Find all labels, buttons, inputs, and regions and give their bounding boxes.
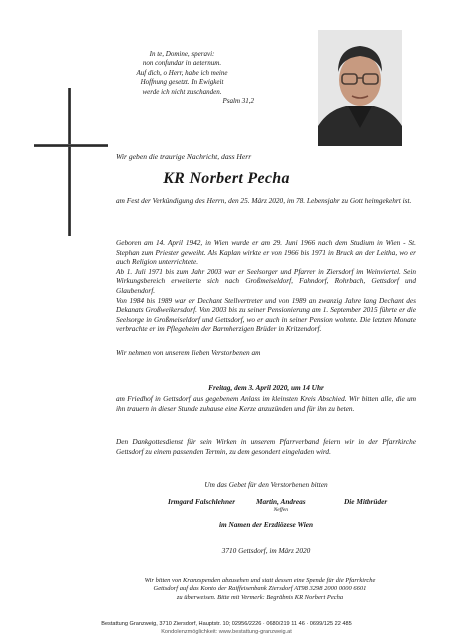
mourner-name: Die Mitbrüder [344,497,388,506]
bio-paragraph: Ab 1. Juli 1971 bis zum Jahr 2003 war er Seelsorger und Pfarrer in Ziersdorf im Weinviertel. Sein Wirkungsbereich erweiterte sich nach Großmeiseldorf, Fahndorf, Rohrbach, Gettsdorf und Glaubendorf. [116,266,416,295]
bio-paragraph: Geboren am 14. April 1942, in Wien wurde er am 29. Juni 1966 nach dem Studium in Wien - St. Stephan zum Priester geweiht. Als Kaplan wirkte er von 1966 bis 1971 in Bruck an der Leitha, wo er auch Religion unterrichtete. [116,238,416,267]
condolence-footer: Kondolenzmöglichkeit: www.bestattung-granzweig.at [161,629,292,635]
donation-line: Gettsdorf auf das Konto der Raiffeisenbank Ziersdorf AT98 3298 2000 0000 6601 [153,585,367,593]
place-date: 3710 Gettsdorf, im März 2020 [221,546,311,555]
motto-line: In te, Domine, speravi: [149,50,215,58]
undertaker-footer: Bestattung Granzweig, 3710 Ziersdorf, Hauptstr. 10; 02956/2226 · 0680/219 11 46 · 0699/125 22 485 [101,621,352,627]
funeral-paragraph: am Friedhof in Gettsdorf aus gegebenem Anlass im kleinsten Kreis Abschied. Wir bitten alle, die um ihn trauern in dieser Stunde zuhause eine Kerze anzuzünden und für ihn zu beten. [116,394,416,413]
mourner-relation: Neffen [273,507,288,513]
cross-icon-vertical [68,88,71,236]
funeral-date: Freitag, dem 3. April 2020, um 14 Uhr [208,383,324,392]
psalm-motto [108,50,256,106]
donation-notice [104,577,416,602]
psalm-reference: Psalm 31,2 [222,97,254,106]
bio-paragraph: Von 1984 bis 1989 war er Dechant Stellvertreter und von 1989 an zwanzig Jahre lang Dechant des Dekanats Großweikersdorf. Von 2003 bis zu seiner Pensionierung am 1. September 2015 führte er die Seelsorge in Großmeiseldorf und Gettsdorf, wo er auch in seiner Pension wohnte. Die letzten Monate verbrachte er im Pflegeheim der Barmherzigen Brüder in Kritzendorf. [116,295,416,334]
portrait-image [318,30,402,146]
intro-line: Wir geben die traurige Nachricht, dass Herr [116,152,252,161]
mourner-name: Martin, Andreas [256,497,306,506]
death-paragraph: am Fest der Verkündigung des Herrn, den 25. März 2020, im 78. Lebensjahr zu Gott heimgekehrt ist. [116,196,412,205]
mass-paragraph: Den Dankgottesdienst für sein Wirken in unserem Pfarrverband feiern wir in der Pfarrkirche Gettsdorf zu einem passenden Termin, zu dem gesondert eingeladen wird. [116,437,416,456]
prayer-request: Um das Gebet für den Verstorbenen bitten [204,480,328,489]
motto-line: werde ich nicht zuschanden. [142,87,222,96]
archdiocese-line: im Namen der Erzdiözese Wien [218,520,314,529]
motto-line: Hoffnung gesetzt. In Ewigkeit [140,78,224,87]
motto-line: non confundar in aeternum. [142,59,222,68]
donation-line: Wir bitten von Kranzspenden abzusehen und statt dessen eine Spende für die Pfarrkirche [144,577,376,584]
biography [116,238,416,358]
funeral-info [116,394,416,413]
deceased-name: KR Norbert Pecha [163,170,290,187]
death-notice [116,196,416,206]
cross-icon-horizontal [34,144,108,147]
portrait-photo [318,30,402,146]
motto-line: Auf dich, o Herr, habe ich meine [136,68,228,77]
farewell-intro: Wir nehmen von unserem lieben Verstorbenen am [116,347,261,357]
mass-info [116,437,416,456]
mourner-group [256,497,306,513]
mourner-name: Irmgard Falschlehner [168,497,236,506]
donation-line: zu überweisen. Bitte mit Vermerk: Begräbnis KR Norbert Pecha [176,593,344,601]
